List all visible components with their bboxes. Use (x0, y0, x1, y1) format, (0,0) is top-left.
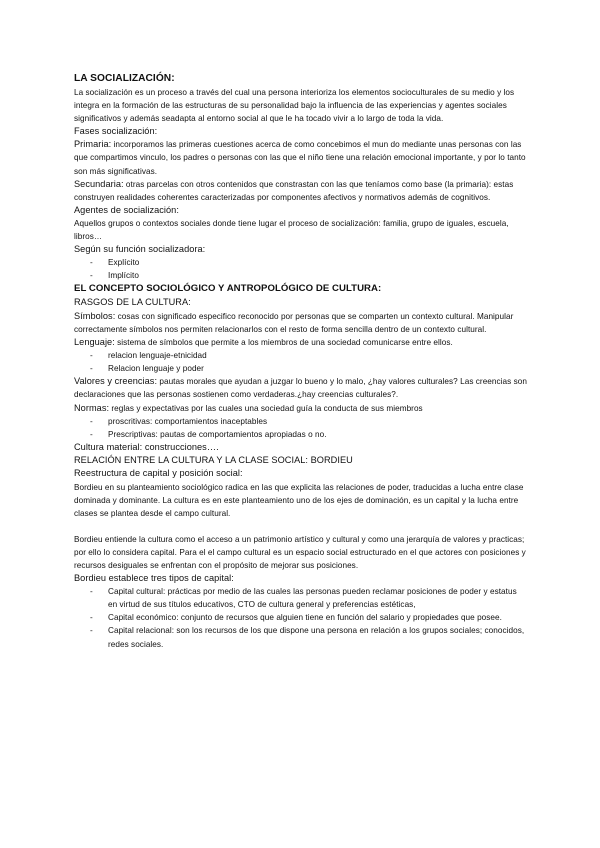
normas-list (74, 415, 528, 441)
bordieu-paragraph-1: Bordieu en su planteamiento sociológico radica en las que explicita las relaciones de poder, traducidas a lucha entre clase dominada y dominante. La cultura es en este planteamiento uno de los ejes de dominación, es un capital y la lucha entre clases se plantea desde el campo cultural. (74, 482, 524, 518)
simbolos-label: Símbolos: (74, 310, 116, 321)
funcion-list (74, 256, 528, 282)
list-item: - Implícito (74, 269, 528, 282)
list-item: - proscritivas: comportamientos inaceptables (74, 415, 528, 428)
list-item: - Prescriptivas: pautas de comportamientos apropiadas o no. (74, 428, 528, 441)
list-item: - relacion lenguaje-etnicidad (74, 349, 528, 362)
secundaria-label: Secundaria: (74, 178, 124, 189)
lenguaje-label: Lenguaje: (74, 337, 115, 348)
fases-label: Fases socialización: (74, 126, 158, 137)
tipos-label: Bordieu establece tres tipos de capital: (74, 573, 234, 584)
valores-label: Valores y creencias: (74, 376, 158, 387)
secundaria-text: otras parcelas con otros contenidos que constrastan con las que teníamos como base (la primaria): estas construyen realidades coherentes caracterizadas por componentes afectivos y normativos además de cognitivos. (74, 179, 514, 202)
secundaria-paragraph (74, 178, 528, 204)
page-title: LA SOCIALIZACIÓN: (74, 73, 175, 84)
lenguaje-list (74, 349, 528, 375)
relacion-heading: RELACIÓN ENTRE LA CULTURA Y LA CLASE SOCIAL: BORDIEU (74, 454, 353, 465)
intro-paragraph: La socialización es un proceso a través del cual una persona interioriza los elementos socioculturales de su medio y los integra en la formación de las estructuras de su personalidad bajo la influencia de las experiencias y agentes sociales significativos y además seadapta al entorno social al que le ha tocado vivir a lo largo de toda la vida. (74, 88, 515, 124)
list-item: - Relacion lenguaje y poder (74, 362, 528, 375)
valores-text: pautas morales que ayudan a juzgar lo bueno y lo malo, ¿hay valores culturales? Las creencias son declaraciones que las personas sostienen como verdaderas.¿hay creencias culturales?. (74, 377, 527, 400)
primaria-label: Primaria: (74, 139, 112, 150)
primaria-text: incorporamos las primeras cuestiones acerca de como concebimos el mun do mediante unas personas con las que compartimos vinculo, los padres o personas con las que el niño tiene una relación emocional importante, y por lo tanto son más significativas. (74, 140, 526, 176)
list-item: - Explícito (74, 256, 528, 269)
capital-list (74, 585, 528, 650)
normas-paragraph (74, 402, 528, 415)
document-body (74, 71, 528, 651)
section-heading: EL CONCEPTO SOCIOLÓGICO Y ANTROPOLÓGICO DE CULTURA: (74, 283, 382, 295)
list-item: - Capital relacional: son los recursos de los que dispone una persona en relación a los grupos sociales; conocidos, redes sociales. (74, 624, 528, 650)
reestructura-label: Reestructura de capital y posición social: (74, 468, 243, 479)
list-item: - Capital cultural: prácticas por medio de las cuales las personas pueden reclamar posiciones de poder y estatus en virtud de sus títulos educativos, CTO de cultura general y preferencias estéticas, (74, 585, 528, 611)
paragraph-spacer (74, 520, 528, 533)
simbolos-text: cosas con significado especifico reconocido por personas que se comparten un contexto cultural. Manipular correctamente símbolos nos permiten relacionarlos con el resto de forma sencilla dentro de un contexto cultural. (74, 311, 514, 334)
lenguaje-paragraph (74, 336, 528, 349)
normas-text: reglas y expectativas por las cuales una sociedad guía la conducta de sus miembros (109, 403, 423, 413)
agentes-label: Agentes de socialización: (74, 204, 179, 215)
valores-paragraph (74, 375, 528, 401)
primaria-paragraph (74, 138, 528, 177)
cultura-material-line: Cultura material: construcciones…. (74, 441, 219, 452)
list-item: - Capital económico: conjunto de recursos que alguien tiene en función del salario y propiedades que posee. (74, 611, 528, 624)
rasgos-label: RASGOS DE LA CULTURA: (74, 297, 191, 308)
agentes-paragraph: Aquellos grupos o contextos sociales donde tiene lugar el proceso de socialización: familia, grupo de iguales, escuela, libros… (74, 218, 509, 242)
funcion-label: Según su función socializadora: (74, 244, 206, 255)
normas-label: Normas: (74, 402, 110, 413)
lenguaje-text: sistema de símbolos que permite a los miembros de una sociedad comunicarse entre ellos. (114, 338, 453, 348)
bordieu-paragraph-2: Bordieu entiende la cultura como el acceso a un patrimonio artístico y cultural y como una jerarquía de valores y practicas; por ello lo considera capital. Para el el campo cultural es un espacio social estructurado en el que actores con posiciones y recursos desiguales se enfrentan con el propósito de mejorar sus posiciones. (74, 534, 526, 570)
simbolos-paragraph (74, 310, 528, 336)
